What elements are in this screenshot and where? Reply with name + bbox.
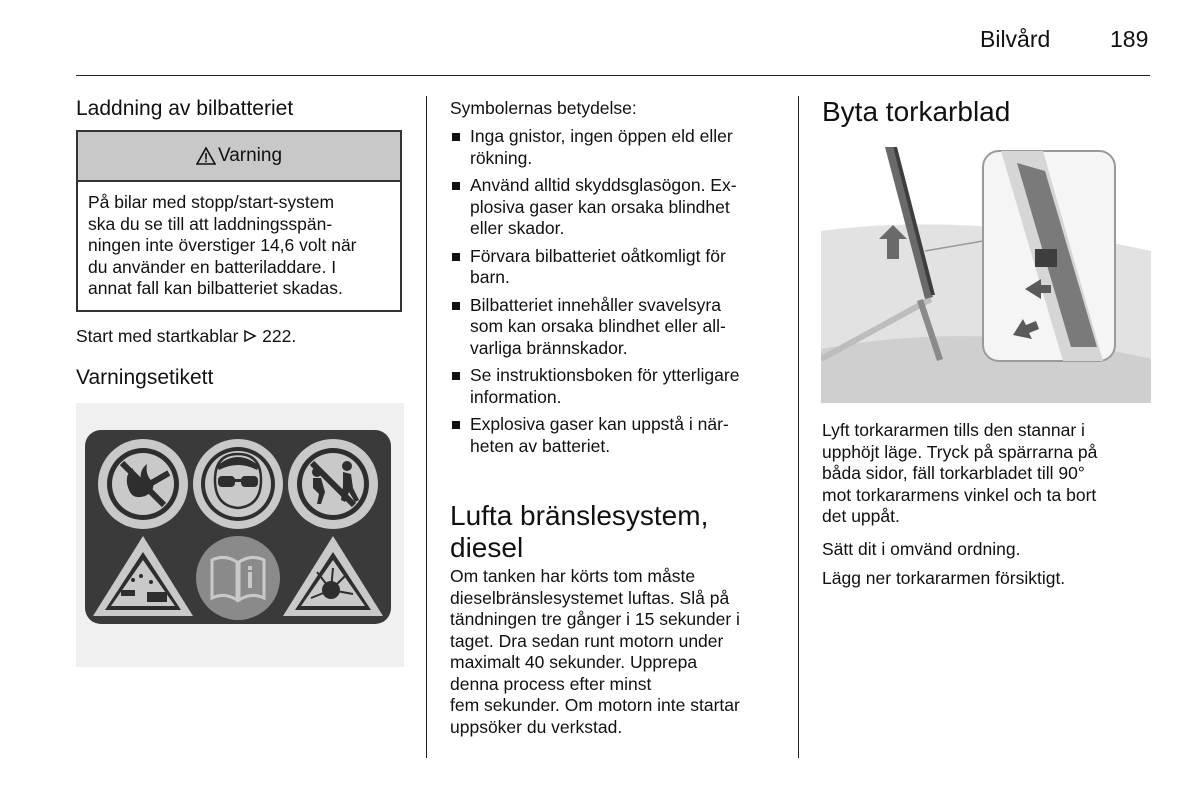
no-smoking-no-flame-icon — [98, 439, 188, 529]
running-header-section: Bilvård — [980, 26, 1051, 52]
column-divider-1 — [426, 96, 427, 758]
warning-line: annat fall kan bilbatteriet skadas. — [88, 278, 343, 298]
jump-start-text: Start med startkablar — [76, 326, 239, 346]
wiper-reinstall-text: Sätt dit i omvänd ordning. — [822, 539, 1021, 559]
list-item: Se instruktionsboken för ytterligare information. — [450, 365, 790, 408]
warning-line: ska du se till att laddningsspän- — [88, 213, 333, 234]
warning-line: du använder en batteriladdare. I — [88, 256, 337, 277]
jump-start-reference[interactable] — [76, 326, 296, 348]
wiper-instructions: Lyft torkararmen tills den stannar i upphöjt läge. Tryck på spärrarna på båda sidor, fäll torkarbladet till 90° mot torkararmens vinkel och ta bort det uppåt. — [822, 420, 1098, 526]
list-item: Bilbatteriet innehåller svavelsyra som kan orsaka blindhet eller all- varliga brännskador. — [450, 295, 790, 360]
wiper-lower-arm-text: Lägg ner torkararmen försiktigt. — [822, 568, 1066, 588]
warning-triangle-icon — [196, 147, 216, 165]
page-number: 189 — [1110, 26, 1149, 52]
warning-line: På bilar med stopp/start-system — [88, 192, 335, 212]
read-manual-icon — [196, 536, 280, 620]
page-reference-arrow-icon — [243, 329, 257, 343]
corrosive-acid-icon — [93, 536, 193, 616]
list-item: Explosiva gaser kan uppstå i när- heten av batteriet. — [450, 414, 790, 457]
warning-label-heading: Varningsetikett — [76, 366, 214, 389]
keep-away-from-children-icon — [288, 439, 378, 529]
wear-eye-protection-icon — [193, 439, 283, 529]
jump-start-page-ref: 222. — [262, 326, 297, 346]
list-item: Förvara bilbatteriet oåtkomligt för barn. — [450, 246, 790, 289]
warning-title: Varning — [217, 145, 283, 166]
list-item: Använd alltid skyddsglasögon. Ex- plosiva gaser kan orsaka blindhet eller skador. — [450, 175, 790, 240]
warning-box — [76, 130, 402, 312]
bleed-fuel-system-heading: Lufta bränslesystem, diesel — [450, 500, 709, 563]
bleed-fuel-system-text: Om tanken har körts tom måste dieselbränslesystemet luftas. Slå på tändningen tre gånger i 15 sekunder i taget. Dra sedan runt motorn under maximalt 40 sekunder. Upprepa denna process efter minst fem sekunder. Om motorn inte startar uppsöker du verkstad. — [450, 566, 740, 737]
warning-box-header — [78, 132, 400, 182]
header-rule — [76, 75, 1150, 76]
wiper-blade-illustration — [821, 139, 1151, 403]
battery-warning-label — [85, 430, 391, 624]
battery-charging-heading: Laddning av bilbatteriet — [76, 97, 294, 120]
replace-wiper-blade-heading: Byta torkarblad — [822, 96, 1011, 127]
warning-text — [78, 182, 400, 300]
warning-line: ningen inte överstiger 14,6 volt när — [88, 235, 357, 255]
explosive-gas-icon — [283, 536, 383, 616]
list-item: Inga gnistor, ingen öppen eld eller rökning. — [450, 126, 790, 169]
symbols-intro: Symbolernas betydelse: — [450, 98, 637, 118]
symbol-meaning-list — [450, 126, 790, 463]
column-divider-2 — [798, 96, 799, 758]
